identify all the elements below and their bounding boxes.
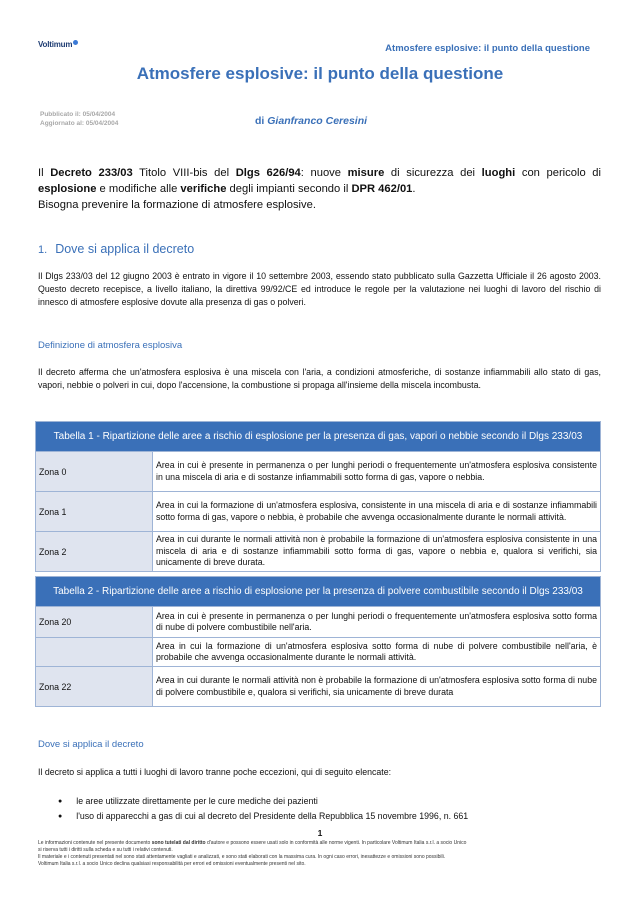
zone-cell: Zona 22	[36, 667, 153, 707]
section-2-heading: Dove si applica il decreto	[38, 739, 144, 750]
intro-bold: DPR 462/01	[351, 183, 413, 195]
footer-text: d'autore e possono essere usati solo in conformità alle norme vigenti. In particolare Voltimum Italia s.r.l. a socio Unico	[205, 840, 467, 846]
intro-bold: esplosione	[38, 183, 97, 195]
intro-text: degli impianti secondo il	[226, 183, 352, 195]
zone-cell	[36, 638, 153, 667]
definition-heading: Definizione di atmosfera esplosiva	[38, 340, 183, 351]
section-1-paragraph: Il Dlgs 233/03 del 12 giugno 2003 è entrato in vigore il 10 settembre 2003, essendo stato pubblicato sulla Gazzetta Ufficiale il 26 agosto 2003. Questo decreto recepisce, a livello italiano, la direttiva 99/92/CE ed introduce le regole per la valutazione nei luoghi di lavoro del rischio di innesco di atmosfere esplosive dovute alla presenza di gas o polveri.	[38, 271, 601, 307]
intro-bold: luoghi	[481, 167, 516, 179]
table-row	[36, 492, 601, 532]
table-dust-zones	[35, 576, 601, 707]
section-title: Dove si applica il decreto	[55, 242, 195, 256]
intro-bold: Decreto 233/03	[50, 167, 133, 179]
section-1-heading	[38, 242, 194, 256]
logo-dot-icon	[73, 40, 78, 45]
exceptions-list	[58, 795, 468, 824]
intro-bold: misure	[347, 167, 385, 179]
section-2-paragraph: Il decreto si applica a tutti i luoghi di lavoro tranne poche eccezioni, qui di seguito elencate:	[38, 767, 392, 777]
zone-cell: Zona 2	[36, 532, 153, 572]
table-row	[36, 667, 601, 707]
footer-bold: sono tutelati dal diritto	[151, 840, 206, 846]
zone-cell: Zona 1	[36, 492, 153, 532]
table-1-title: Tabella 1 - Ripartizione delle aree a rischio di esplosione per la presenza di gas, vapori o nebbie secondo il Dlgs 233/03	[36, 422, 601, 452]
author-name: Gianfranco Ceresini	[267, 115, 368, 127]
list-item: ● l'uso di apparecchi a gas di cui al decreto del Presidente della Repubblica 15 novembre 1996, n. 661	[58, 810, 468, 825]
logo-text: Voltimum	[38, 40, 73, 49]
zone-cell: Zona 0	[36, 452, 153, 492]
table-2-title: Tabella 2 - Ripartizione delle aree a rischio di esplosione per la presenza di polvere combustibile secondo il Dlgs 233/03	[36, 577, 601, 607]
author-prefix: di	[255, 115, 265, 127]
table-row	[36, 452, 601, 492]
table-gas-zones	[35, 421, 601, 572]
zone-description: Area in cui durante le normali attività non è probabile la formazione di un'atmosfera esplosiva sotto forma di nube di polvere combustibile e, qualora si verifichi, sia unicamente di breve durata	[153, 667, 601, 707]
zone-description: Area in cui è presente in permanenza o per lunghi periodi o frequentemente un'atmosfera esplosiva sotto forma di nube di polvere combustibile nell'aria.	[153, 607, 601, 638]
list-item: ● le aree utilizzate direttamente per le cure mediche dei pazienti	[58, 795, 468, 810]
table-row	[36, 607, 601, 638]
intro-text: con pericolo di	[515, 167, 602, 179]
footer-line: Il materiale e i contenuti presentati nel sono stati attentamente vagliati e analizzati, e sono stati elaborati con la massima cura. In ogni caso errori, inesattezze e omissioni sono possibili.	[38, 854, 446, 860]
zone-description: Area in cui è presente in permanenza o per lunghi periodi o frequentemente un'atmosfera esplosiva consistente in una miscela di aria e di sostanze infiammabili sotto forma di gas, vapore o nebbia.	[153, 452, 601, 492]
publication-meta	[40, 110, 118, 128]
table-row	[36, 638, 601, 667]
intro-text: Titolo VIII-bis del	[132, 167, 236, 179]
intro-text: : nuove	[300, 167, 348, 179]
intro-bold: Dlgs 626/94	[235, 167, 301, 179]
zone-cell: Zona 20	[36, 607, 153, 638]
section-number: 1.	[38, 244, 48, 256]
footer-disclaimer	[38, 840, 598, 868]
published-date: Pubblicato il: 05/04/2004	[40, 111, 116, 118]
page-title: Atmosfere esplosive: il punto della questione	[136, 64, 504, 83]
author-line	[255, 115, 367, 127]
intro-text: .	[412, 183, 416, 195]
intro-line-2: Bisogna prevenire la formazione di atmosfere esplosive.	[38, 199, 316, 211]
intro-text: di sicurezza dei	[384, 167, 482, 179]
footer-line: si riserva tutti i diritti sulla scheda e su tutti i relativi contenuti.	[38, 847, 173, 853]
intro-bold: verifiche	[180, 183, 227, 195]
zone-description: Area in cui la formazione di un'atmosfera esplosiva, consistente in una miscela di aria e di sostanze infiammabili sotto forma di gas, vapore o nebbia, è probabile che avvenga occasionalmente durante le normali attività.	[153, 492, 601, 532]
updated-date: Aggiornato al: 05/04/2004	[40, 120, 119, 127]
voltimum-logo	[38, 40, 78, 49]
zone-description: Area in cui durante le normali attività non è probabile la formazione di un'atmosfera esplosiva consistente in una miscela di aria e di sostanze infiammabili sotto forma di gas, vapore o nebbia e, qualora si verifichi, sia unicamente di breve durata.	[153, 532, 601, 572]
zone-description: Area in cui la formazione di un'atmosfera esplosiva sotto forma di nube di polvere combustibile nell'aria, è probabile che avvenga occasionalmente durante le normali attività.	[153, 638, 601, 667]
intro-paragraph	[38, 165, 601, 213]
intro-text: e modifiche alle	[96, 183, 181, 195]
intro-text: Il	[38, 167, 51, 179]
footer-text: Le informazioni contenute nel presente documento	[38, 840, 152, 846]
table-row	[36, 532, 601, 572]
definition-paragraph: Il decreto afferma che un'atmosfera esplosiva è una miscela con l'aria, a condizioni atmosferiche, di sostanze infiammabili allo stato di gas, vapori, nebbie o polveri in cui, dopo l'accensione, la combustione si propaga all'insieme della miscela incombusta.	[38, 367, 601, 390]
page-number: 1	[317, 828, 323, 838]
running-header: Atmosfere esplosive: il punto della questione	[385, 43, 590, 54]
footer-line: Voltimum Italia s.r.l. a socio Unico declina qualsiasi responsabilità per errori ed omissioni eventualmente presenti nel sito.	[38, 861, 306, 867]
